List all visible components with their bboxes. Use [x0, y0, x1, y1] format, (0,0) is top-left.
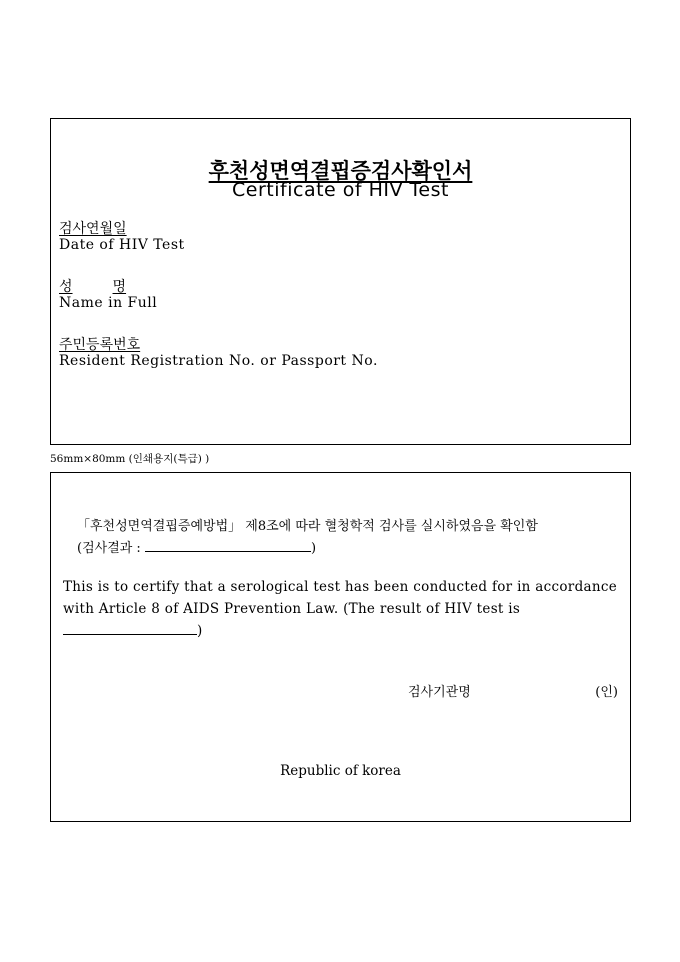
republic-label: Republic of korea: [280, 763, 401, 779]
size-caption: 56mm×80mm (인쇄용지(특급) ): [50, 453, 210, 465]
confirmation-text-ko: 「후천성면역결핍증예방법」 제8조에 따라 혈청학적 검사를 실시하였음을 확인함: [77, 519, 538, 534]
name-label-ko-2: 명: [112, 279, 127, 295]
confirmation-box: [50, 472, 631, 822]
seal-mark: (인): [595, 685, 618, 700]
date-label-ko: 검사연월일: [59, 221, 127, 237]
result-line-ko: [77, 537, 610, 556]
name-label-en: Name in Full: [59, 295, 158, 311]
name-label-ko-1: 성: [59, 279, 73, 295]
title-korean: 후천성면역결핍증검사확인서: [208, 159, 473, 183]
certificate-box: [50, 118, 631, 445]
result-blank-en: [63, 621, 197, 635]
date-label-en: Date of HIV Test: [59, 237, 185, 253]
result-prefix: (검사결과 :: [77, 541, 141, 556]
confirmation-en-body: This is to certify that a serological test has been conducted for in accordance with Article 8 of AIDS Prevention Law. (The result of HIV test is: [63, 579, 617, 617]
result-suffix: ): [310, 541, 317, 556]
confirmation-text-en: [63, 576, 617, 642]
resident-label-en: Resident Registration No. or Passport No.: [59, 353, 378, 369]
result-suffix-en: ): [197, 623, 203, 639]
title-english: Certificate of HIV Test: [232, 179, 449, 201]
result-blank-ko: [145, 538, 311, 552]
institution-name-label: 검사기관명: [408, 685, 471, 700]
name-label-ko: [59, 276, 126, 296]
resident-label-ko: 주민등록번호: [59, 337, 141, 353]
